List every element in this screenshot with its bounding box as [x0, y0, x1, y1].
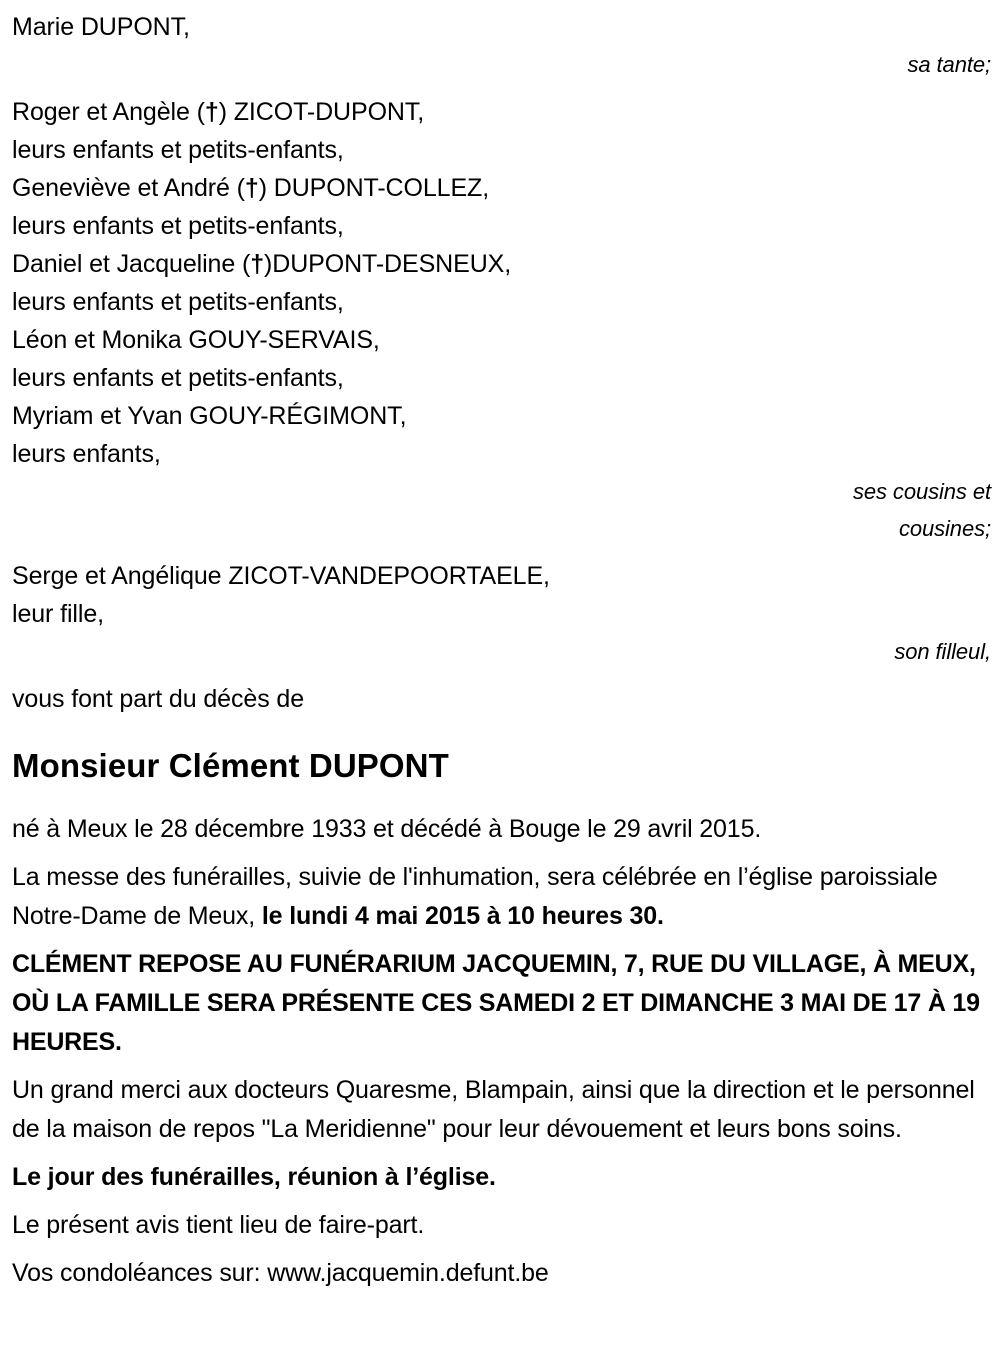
family-name-line: leurs enfants et petits-enfants,: [12, 136, 344, 164]
dagger-icon: †: [204, 98, 219, 126]
dagger-icon: †: [250, 250, 265, 278]
family-name-line: Daniel et Jacqueline (†)DUPONT-DESNEUX,: [12, 250, 512, 278]
repose-notice-paragraph: CLÉMENT REPOSE AU FUNÉRARIUM JACQUEMIN, 7, RUE DU VILLAGE, À MEUX, OÙ LA FAMILLE SERA PRÉSENTE CES SAMEDI 2 ET DIMANCHE 3 MAI DE 17 À 19 HEURES.: [12, 950, 980, 1056]
dagger-icon: †: [244, 174, 259, 202]
birth-death-paragraph: né à Meux le 28 décembre 1933 et décédé à Bouge le 29 avril 2015.: [12, 815, 762, 843]
relation-label-cousins-line2: cousines;: [898, 516, 991, 541]
faire-part-paragraph: Le présent avis tient lieu de faire-part.: [12, 1211, 425, 1239]
family-name-line: Marie DUPONT,: [12, 13, 190, 41]
group-spacer: [12, 547, 996, 557]
family-name-line: Myriam et Yvan GOUY-RÉGIMONT,: [12, 402, 407, 430]
family-name-line: leurs enfants,: [12, 440, 161, 468]
thanks-paragraph: Un grand merci aux docteurs Quaresme, Blampain, ainsi que la direction et le personnel de la maison de repos "La Meridienne" pour leur dévouement et leurs bons soins.: [12, 1076, 975, 1143]
family-group-1: [12, 8, 996, 83]
funeral-datetime-text: le lundi 4 mai 2015 à 10 heures 30.: [261, 902, 664, 930]
family-group-3: [12, 557, 996, 670]
lead-spacer: [12, 670, 996, 680]
family-name-line: Léon et Monika GOUY-SERVAIS,: [12, 326, 380, 354]
funeral-paragraph: [12, 858, 987, 936]
family-name-line: leur fille,: [12, 600, 104, 628]
reunion-paragraph: Le jour des funérailles, réunion à l’église.: [12, 1163, 496, 1191]
family-group-2: [12, 93, 996, 547]
family-name-line: leurs enfants et petits-enfants,: [12, 212, 344, 240]
family-name-line: Roger et Angèle (†) ZICOT-DUPONT,: [12, 98, 425, 126]
deceased-name-heading: Monsieur Clément DUPONT: [12, 747, 449, 784]
family-name-line: Serge et Angélique ZICOT-VANDEPOORTAELE,: [12, 562, 550, 590]
funeral-intro-text: La messe des funérailles, suivie de l'inhumation, sera célébrée en l’église paroissiale Notre-Dame de Meux,: [12, 863, 938, 930]
relation-label-cousins-line1: ses cousins et: [852, 479, 991, 504]
family-name-line: leurs enfants et petits-enfants,: [12, 364, 344, 392]
family-name-line: leurs enfants et petits-enfants,: [12, 288, 344, 316]
condolences-paragraph: Vos condoléances sur: www.jacquemin.defunt.be: [12, 1259, 549, 1287]
group-spacer: [12, 83, 996, 93]
announcement-lead: vous font part du décès de: [12, 685, 305, 713]
relation-label-filleul: son filleul,: [894, 639, 991, 664]
family-name-line: Geneviève et André (†) DUPONT-COLLEZ,: [12, 174, 490, 202]
relation-label-tante: sa tante;: [907, 52, 991, 77]
